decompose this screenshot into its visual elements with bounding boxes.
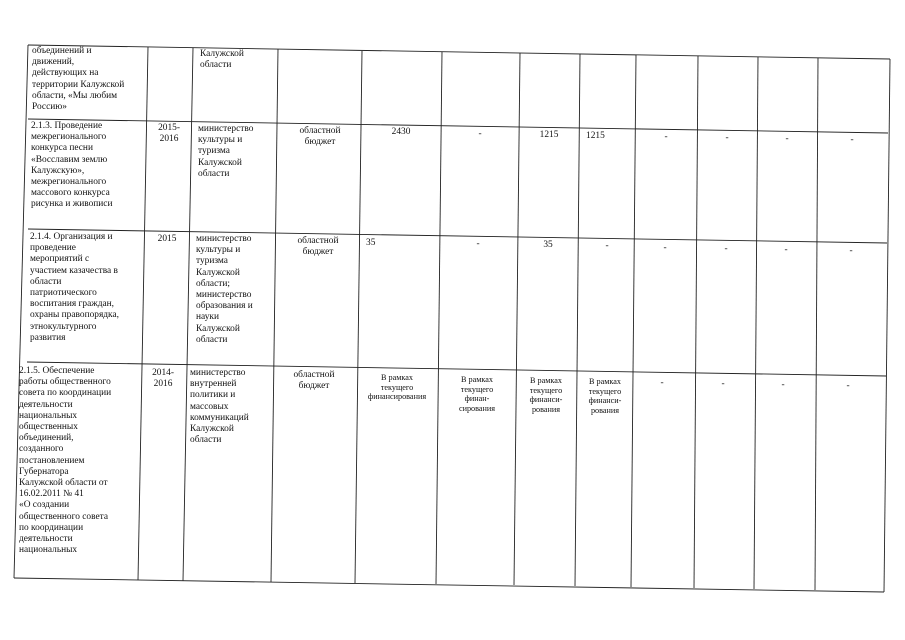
row3-y2015: В рамках текущего финанси- рования: [529, 376, 563, 414]
row2-y2016: -: [605, 241, 609, 251]
row3-name: 2.1.5. Обеспечение работы общественного совета по координации деятельности национальных общественных объединений, созданного постановлением Губернатора Калужской области от 16.02.2011 № 41 «О создании общественного совета по координации деятельности национальных: [19, 366, 112, 556]
row2-executor: министерство культуры и туризма Калужской области; министерство образования и науки Калужской области: [196, 234, 253, 345]
row-line-top: [28, 45, 890, 59]
row2-total: 35: [366, 238, 376, 248]
row2-d4: -: [849, 246, 853, 256]
row1-source: областной бюджет: [299, 126, 341, 148]
row2-d3: -: [784, 245, 788, 255]
row2-source: областной бюджет: [297, 236, 339, 258]
row0-executor: Калужской области: [200, 49, 244, 71]
row1-d1: -: [664, 132, 668, 142]
row2-d1: -: [663, 243, 667, 253]
row1-years: 2015- 2016: [158, 123, 180, 145]
row3-y2016: В рамках текущего финанси- рования: [588, 377, 622, 415]
row2-d2: -: [724, 244, 728, 254]
row0-name: объединений и движений, действующих на территории Калужской области, «Мы любим Россию»: [32, 46, 125, 113]
row2-y2014: -: [476, 239, 480, 249]
row3-executor: министерство внутренней политики и массовых коммуникаций Калужской области: [190, 368, 249, 446]
row1-total: 2430: [391, 127, 411, 137]
row3-d2: -: [721, 379, 725, 389]
row3-d1: -: [660, 378, 664, 388]
row2-y2015: 35: [543, 240, 553, 250]
row1-d3: -: [785, 134, 789, 144]
row3-y2014: В рамках текущего финан- сирования: [458, 375, 496, 413]
row1-executor: министерство культуры и туризма Калужской области: [198, 124, 254, 179]
row3-d3: -: [781, 380, 785, 390]
row1-d4: -: [850, 135, 854, 145]
row1-d2: -: [725, 133, 729, 143]
row1-y2015: 1215: [539, 130, 559, 140]
row1-name: 2.1.3. Проведение межрегионального конкурса песни «Восславим землю Калужскую», межрегионального массового конкурса рисунка и живописи: [31, 121, 113, 210]
row3-total: В рамках текущего финансирования: [367, 373, 427, 402]
row3-d4: -: [846, 381, 850, 391]
row3-years: 2014- 2016: [152, 368, 174, 390]
row2-name: 2.1.4. Организация и проведение мероприятий с участием казачества в области патриотического воспитания граждан, охраны правопорядка, этнокультурного развития: [30, 232, 119, 343]
row1-y2016: 1215: [586, 131, 605, 141]
row2-years: 2015: [157, 234, 177, 244]
row1-y2014: -: [478, 129, 482, 139]
row3-source: областной бюджет: [293, 370, 335, 392]
row-line-bottom: [14, 578, 884, 592]
